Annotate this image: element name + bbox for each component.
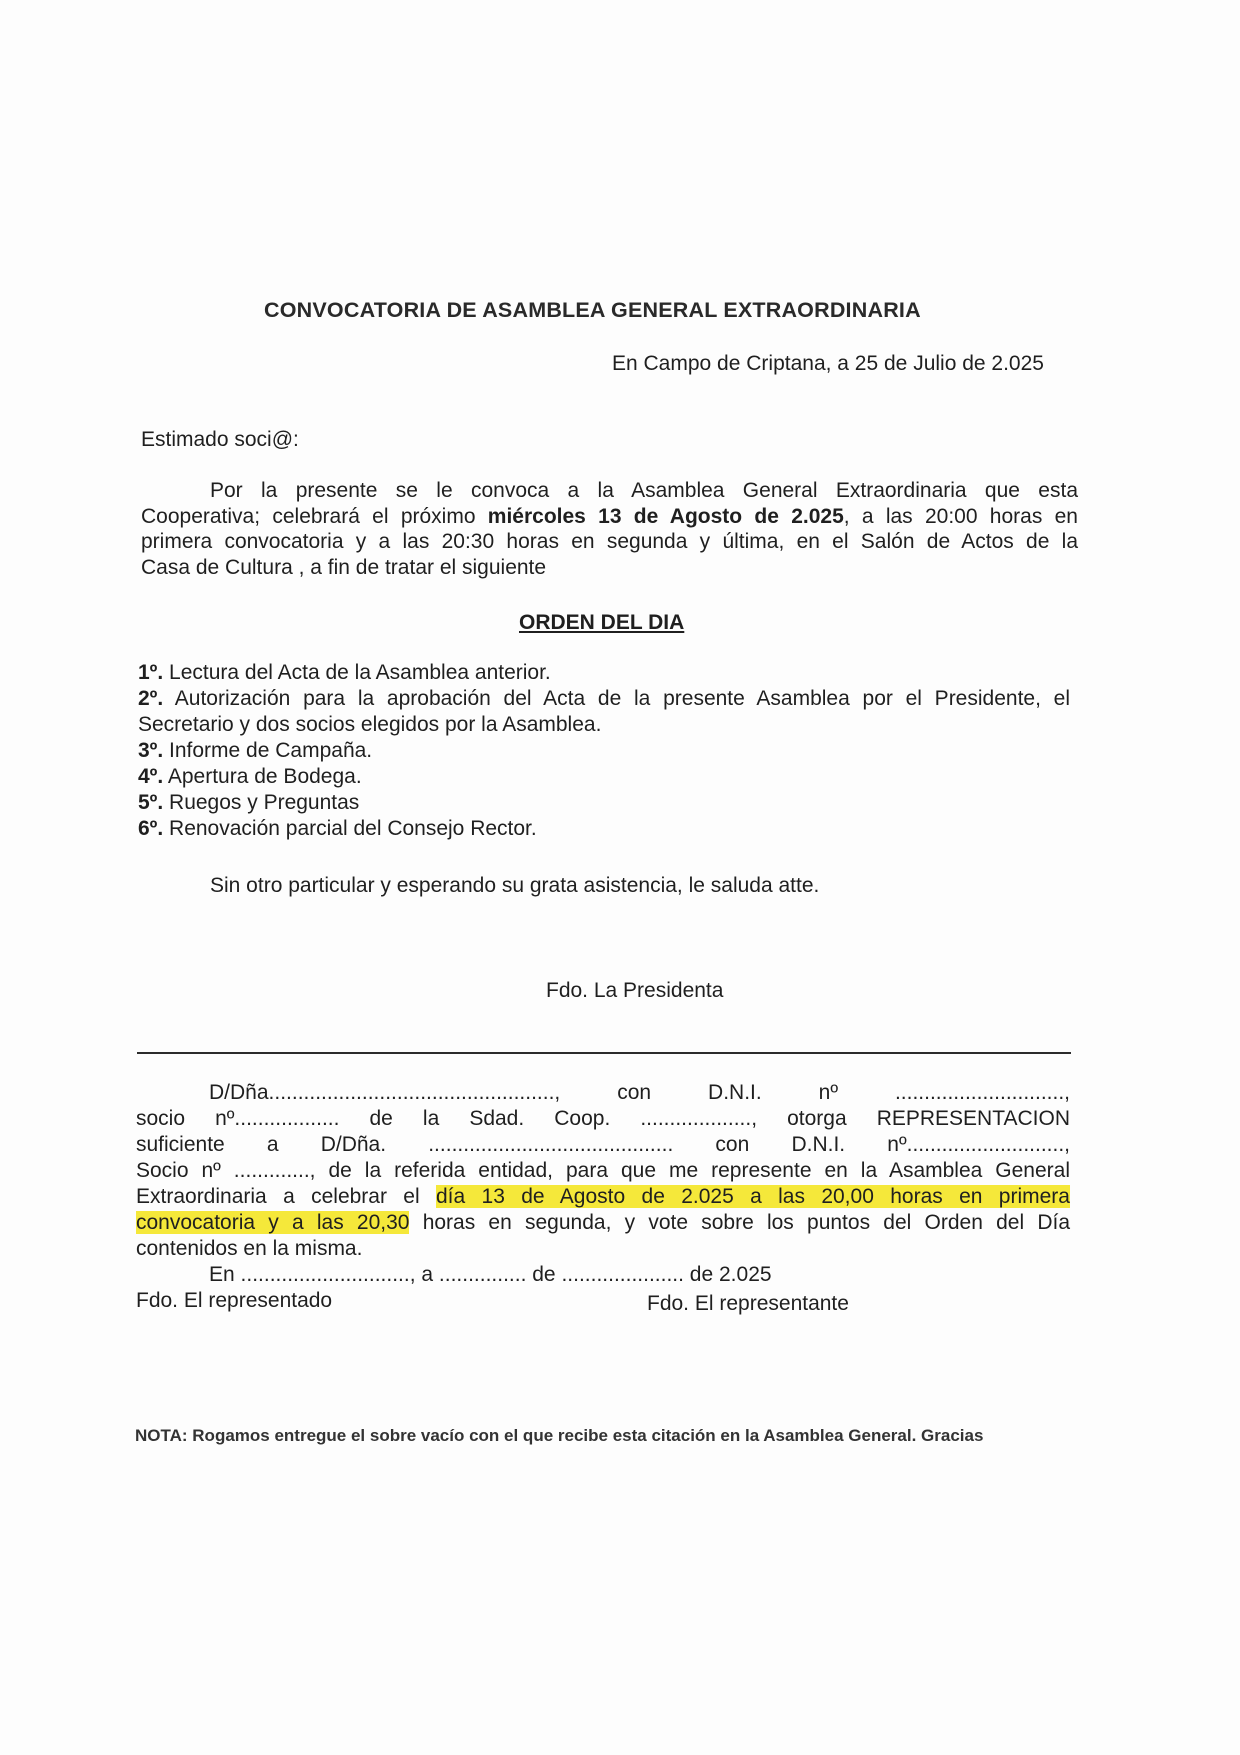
intro-line-2: Cooperativa; celebrará el próximo miércoles 13 de Agosto de 2.025, a las 20:00 horas en xyxy=(141,505,1078,528)
divider-line xyxy=(137,1052,1071,1054)
sign-represented: Fdo. El representado xyxy=(136,1289,333,1312)
proxy-line-8: En ............................., a ............... de ..................... de 2.025 xyxy=(209,1263,772,1286)
intro-line-1: Por la presente se le convoca a la Asamblea General Extraordinaria que esta xyxy=(210,479,1078,502)
agenda-item-2: 2º. Autorización para la aprobación del Acta de la presente Asamblea por el Presidente, el xyxy=(138,687,1070,710)
footer-note: NOTA: Rogamos entregue el sobre vacío con el que recibe esta citación en la Asamblea General. Gracias xyxy=(135,1426,984,1445)
agenda-item-1: 1º. Lectura del Acta de la Asamblea anterior. xyxy=(138,661,551,684)
proxy-line-5: Extraordinaria a celebrar el día 13 de Agosto de 2.025 a las 20,00 horas en primera xyxy=(136,1185,1070,1208)
intro-line-3: primera convocatoria y a las 20:30 horas en segunda y última, en el Salón de Actos de la xyxy=(141,530,1078,553)
place-date: En Campo de Criptana, a 25 de Julio de 2.025 xyxy=(612,352,1044,375)
document-title: CONVOCATORIA DE ASAMBLEA GENERAL EXTRAORDINARIA xyxy=(264,298,921,322)
greeting: Estimado soci@: xyxy=(141,428,299,451)
agenda-item-5: 5º. Ruegos y Preguntas xyxy=(138,791,360,814)
proxy-line-4: Socio nº ............., de la referida entidad, para que me represente en la Asamblea General xyxy=(136,1159,1070,1182)
highlighted-time: convocatoria y a las 20,30 xyxy=(136,1211,410,1234)
meeting-date: miércoles 13 de Agosto de 2.025 xyxy=(487,505,844,528)
highlighted-date: día 13 de Agosto de 2.025 a las 20,00 horas en primera xyxy=(436,1185,1070,1208)
closing-text: Sin otro particular y esperando su grata asistencia, le saluda atte. xyxy=(210,874,820,897)
agenda-item-2-cont: Secretario y dos socios elegidos por la Asamblea. xyxy=(138,713,602,736)
signature-president: Fdo. La Presidenta xyxy=(546,979,724,1002)
proxy-line-3: suficiente a D/Dña. .......................................... con D.N.I. nº..........................., xyxy=(136,1133,1070,1156)
agenda-item-3: 3º. Informe de Campaña. xyxy=(138,739,373,762)
intro-line-4: Casa de Cultura , a fin de tratar el siguiente xyxy=(141,556,547,579)
sign-representative: Fdo. El representante xyxy=(647,1292,849,1315)
agenda-item-6: 6º. Renovación parcial del Consejo Rector. xyxy=(138,817,537,840)
proxy-line-7: contenidos en la misma. xyxy=(136,1237,363,1260)
proxy-line-6: convocatoria y a las 20,30 horas en segunda, y vote sobre los puntos del Orden del Día xyxy=(136,1211,1070,1234)
proxy-line-1: D/Dña................................................., con D.N.I. nº ............................., xyxy=(209,1081,1070,1104)
proxy-line-2: socio nº.................. de la Sdad. Coop. ..................., otorga REPRESENTACION xyxy=(136,1107,1070,1130)
agenda-item-4: 4º. Apertura de Bodega. xyxy=(138,765,362,788)
agenda-title: ORDEN DEL DIA xyxy=(519,611,685,634)
